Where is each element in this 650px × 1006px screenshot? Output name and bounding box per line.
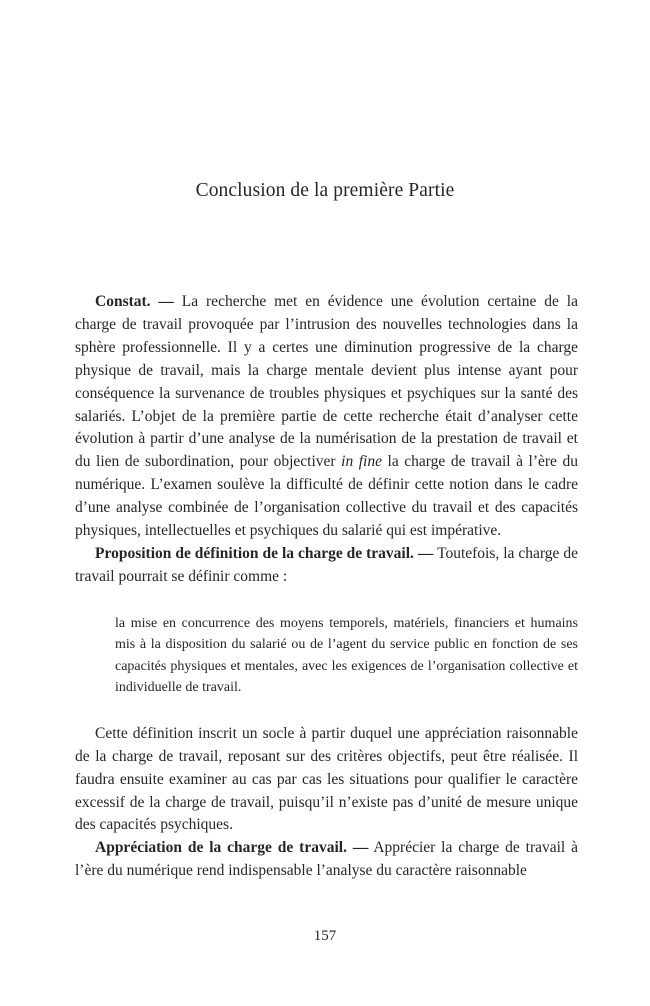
- run-in-heading-constat: Constat. —: [95, 293, 174, 310]
- page-number: 157: [313, 928, 337, 944]
- paragraph-appreciation: [75, 837, 578, 883]
- paragraph-constat: [75, 291, 578, 543]
- definition-block-quote: la mise en concurrence des moyens temporels, matériels, financiers et humains mis à la disposition du salarié ou de l’agent du service public en fonction de ses capacités physiques et mentales, avec les exigences de l’organisation collective et individuelle de travail.: [115, 615, 578, 696]
- paragraph-proposition-text: Toutefois, la charge de travail pourrait se définir comme :: [75, 544, 578, 585]
- paragraph-definition: Cette définition inscrit un socle à partir duquel une appréciation raisonnable de la charge de travail, reposant sur des critères objectifs, peut être réalisée. Il faudra ensuite examiner au cas par cas les situations pour qualifier le caractère excessif de la charge de travail, puisqu’il n’existe pas d’unité de mesure unique des capacités psychiques.: [75, 724, 578, 834]
- italic-in-fine: in fine: [341, 453, 382, 471]
- paragraph-proposition: [75, 543, 578, 589]
- paragraph-constat-text: La recherche met en évidence une évolution certaine de la charge de travail provoquée par l’intrusion des nouvelles technologies dans la sphère professionnelle. Il y a certes une diminution progressive de la charge physique de travail, mais la charge mentale devient plus intense ayant pour conséquence la survenance de troubles physiques et psychiques sur la santé des salariés. L’objet de la première partie de cette recherche était d’analyser cette évolution à partir d’une analyse de la numérisation de la prestation de travail et du lien de subordination, pour objectiver: [75, 293, 578, 471]
- run-in-heading-appreciation: Appréciation de la charge de travail. —: [95, 839, 369, 857]
- paragraph-appreciation-text: Apprécier la charge de travail à l’ère du numérique rend indispensable l’analyse du caractère raisonnable: [75, 839, 578, 880]
- paragraph-constat-text-end: la charge de travail à l’ère du numérique. L’examen soulève la difficulté de définir cette notion dans le cadre d’une analyse combinée de l’organisation collective du travail et des capacités physiques, intellectuelles et psychiques du salarié qui est impérative.: [75, 453, 578, 540]
- chapter-title: Conclusion de la première Partie: [195, 180, 455, 201]
- run-in-heading-proposition: Proposition de définition de la charge de travail. —: [95, 544, 434, 562]
- body-text: [75, 291, 578, 883]
